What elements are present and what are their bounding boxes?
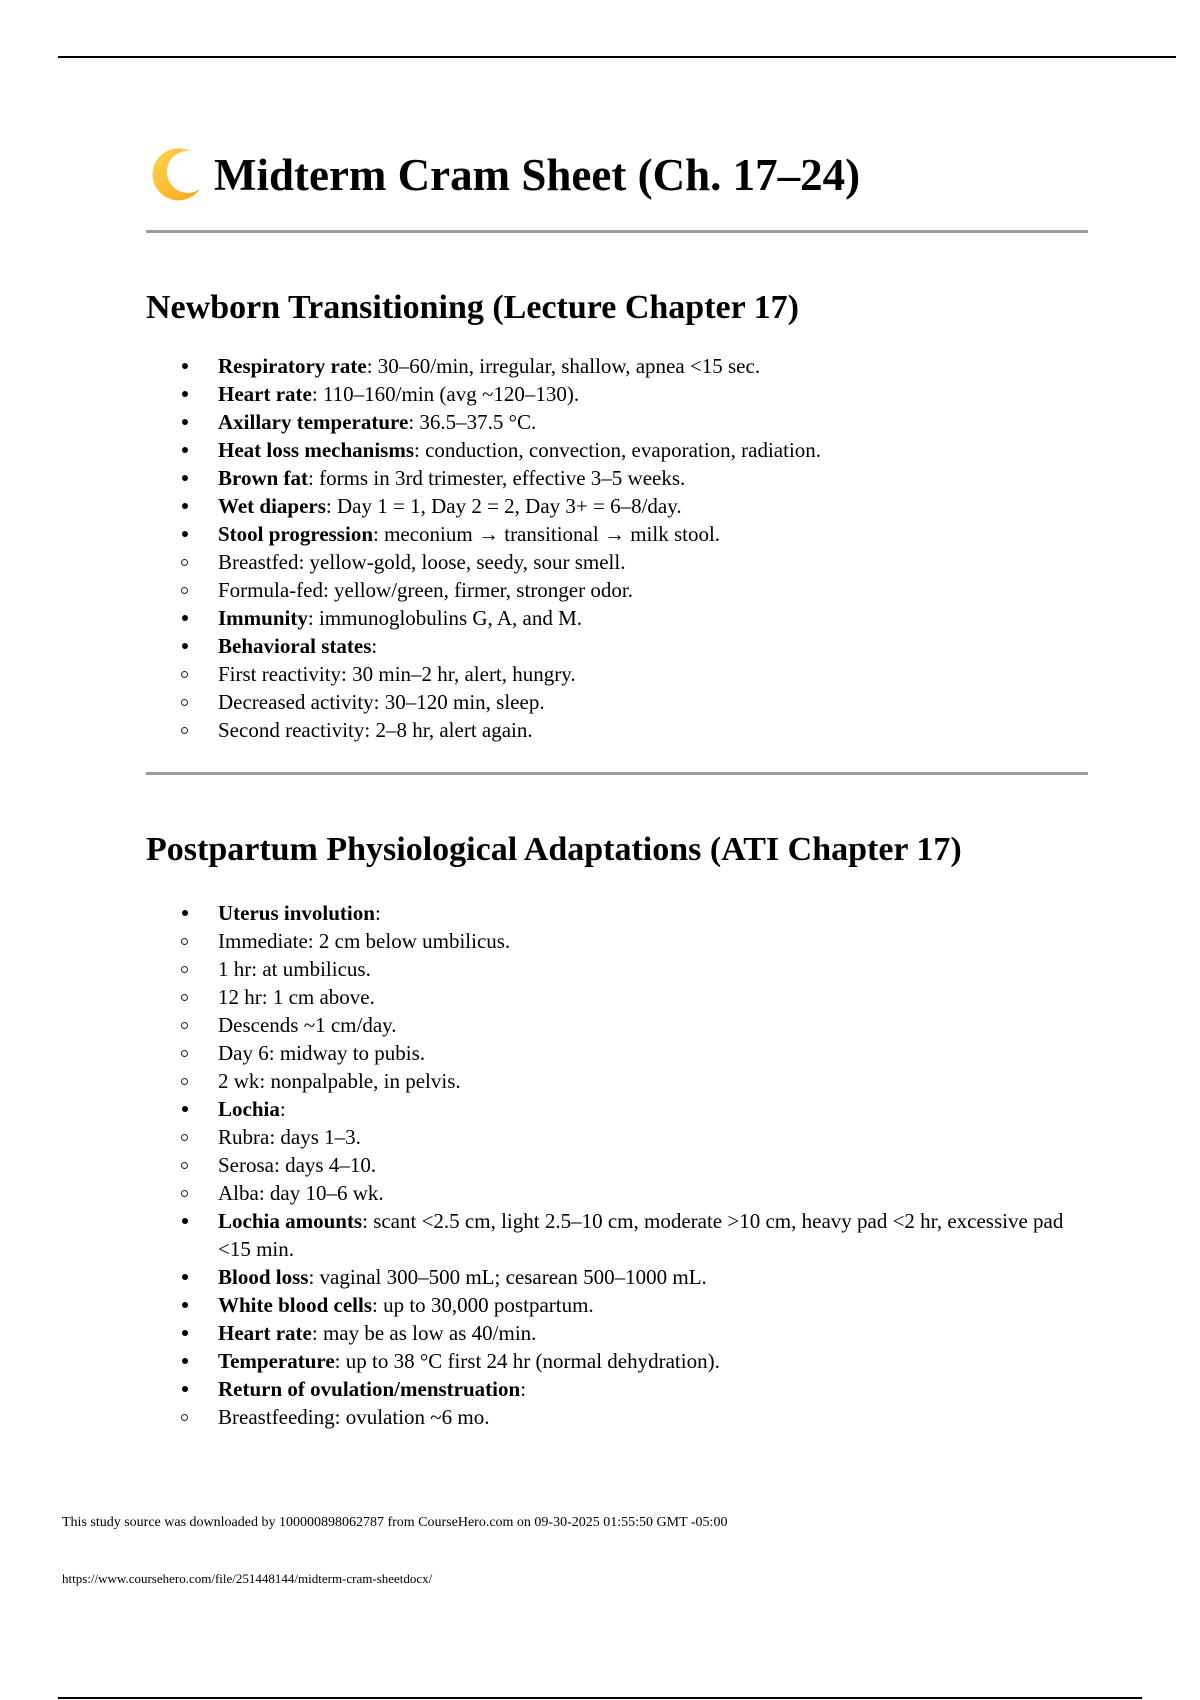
list-item [146, 632, 1088, 660]
item-term: Respiratory rate [218, 354, 367, 379]
item-text: : immunoglobulins G, A, and M. [307, 606, 583, 631]
divider [146, 230, 1088, 233]
item-term: Wet diapers [218, 494, 326, 519]
bullet-icon [182, 475, 188, 481]
sub-list-item [146, 576, 1088, 604]
circle-bullet-icon [181, 938, 188, 945]
list-item [146, 1207, 1088, 1263]
sub-list-item [146, 1011, 1088, 1039]
circle-bullet-icon [181, 699, 188, 706]
sub-item-text: Decreased activity: 30–120 min, sleep. [218, 690, 545, 715]
sub-list-item [146, 1151, 1088, 1179]
section-heading: Newborn Transitioning (Lecture Chapter 17) [146, 289, 799, 326]
circle-bullet-icon [181, 1414, 188, 1421]
item-text: : meconium → transitional → milk stool. [373, 522, 721, 547]
bullet-icon [182, 615, 188, 621]
bullet-icon [182, 910, 188, 916]
circle-bullet-icon [181, 587, 188, 594]
bullet-icon [182, 531, 188, 537]
sub-item-text: 2 wk: nonpalpable, in pelvis. [218, 1068, 461, 1093]
section-heading: Postpartum Physiological Adaptations (ATI Chapter 17) [146, 831, 962, 869]
list-item [146, 352, 1088, 380]
item-text: : up to 38 °C first 24 hr (normal dehydration). [334, 1348, 720, 1373]
item-text: : conduction, convection, evaporation, radiation. [414, 438, 822, 463]
bullet-icon [182, 1302, 188, 1308]
section-list [146, 899, 1088, 1431]
list-item [146, 380, 1088, 408]
circle-bullet-icon [181, 1162, 188, 1169]
document-body [146, 140, 1088, 1431]
sub-list-item [146, 1067, 1088, 1095]
sub-item-text: Day 6: midway to pubis. [218, 1040, 426, 1065]
bullet-icon [182, 643, 188, 649]
sub-list-item [146, 1403, 1088, 1431]
item-term: Uterus involution [218, 900, 375, 925]
sub-list-item [146, 688, 1088, 716]
circle-bullet-icon [181, 1078, 188, 1085]
sub-item-text: First reactivity: 30 min–2 hr, alert, hungry. [218, 662, 576, 687]
sub-list [146, 548, 1088, 604]
list-item [146, 1095, 1088, 1123]
sub-item-text: 12 hr: 1 cm above. [218, 984, 375, 1009]
section-list [146, 352, 1088, 744]
list-item [146, 1347, 1088, 1375]
sub-list [146, 1123, 1088, 1207]
item-text: : [371, 634, 378, 659]
sub-list-item [146, 1123, 1088, 1151]
item-text: : 30–60/min, irregular, shallow, apnea <15 sec. [366, 354, 761, 379]
sub-list-item [146, 1179, 1088, 1207]
item-term: Behavioral states [218, 634, 372, 659]
bullet-icon [182, 447, 188, 453]
sub-item-text: Serosa: days 4–10. [218, 1152, 377, 1177]
circle-bullet-icon [181, 966, 188, 973]
sub-item-text: Descends ~1 cm/day. [218, 1012, 397, 1037]
list-item [146, 1263, 1088, 1291]
bullet-icon [182, 419, 188, 425]
circle-bullet-icon [181, 1022, 188, 1029]
item-text: : may be as low as 40/min. [311, 1320, 537, 1345]
list-item [146, 464, 1088, 492]
item-text: : [374, 900, 381, 925]
circle-bullet-icon [181, 1050, 188, 1057]
list-item [146, 899, 1088, 927]
sub-list [146, 1403, 1088, 1431]
list-item [146, 436, 1088, 464]
sub-list [146, 927, 1088, 1095]
sub-item-text: 1 hr: at umbilicus. [218, 956, 371, 981]
circle-bullet-icon [181, 1134, 188, 1141]
bullet-icon [182, 391, 188, 397]
item-term: Lochia [218, 1096, 280, 1121]
sub-list-item [146, 660, 1088, 688]
bullet-icon [182, 1386, 188, 1392]
sub-list-item [146, 1039, 1088, 1067]
list-item [146, 520, 1088, 548]
source-url-link[interactable]: https://www.coursehero.com/file/251448144/midterm-cram-sheetdocx/ [62, 1571, 433, 1586]
sub-list-item [146, 716, 1088, 744]
bottom-rule [58, 1697, 1142, 1699]
list-item [146, 492, 1088, 520]
bullet-icon [182, 503, 188, 509]
sub-item-text: Breastfeeding: ovulation ~6 mo. [218, 1404, 490, 1429]
circle-bullet-icon [181, 1190, 188, 1197]
circle-bullet-icon [181, 559, 188, 566]
sub-list-item [146, 983, 1088, 1011]
bullet-icon [182, 363, 188, 369]
item-text: : forms in 3rd trimester, effective 3–5 weeks. [308, 466, 686, 491]
sub-item-text: Second reactivity: 2–8 hr, alert again. [218, 718, 533, 743]
sub-item-text: Breastfed: yellow-gold, loose, seedy, sour smell. [218, 550, 626, 575]
list-item [146, 1375, 1088, 1403]
item-term: Stool progression [218, 522, 373, 547]
item-term: Blood loss [218, 1264, 309, 1289]
circle-bullet-icon [181, 994, 188, 1001]
item-term: Heart rate [218, 1320, 312, 1345]
section-postpartum [146, 831, 1088, 1430]
page-title: Midterm Cram Sheet (Ch. 17–24) [214, 149, 861, 200]
item-text: : 110–160/min (avg ~120–130). [311, 382, 580, 407]
sub-item-text: Immediate: 2 cm below umbilicus. [218, 928, 511, 953]
item-term: Immunity [218, 606, 308, 631]
sub-list-item [146, 548, 1088, 576]
list-item [146, 1319, 1088, 1347]
list-item [146, 1291, 1088, 1319]
top-rule [58, 56, 1176, 58]
item-term: Lochia amounts [218, 1208, 363, 1233]
item-term: White blood cells [218, 1292, 373, 1317]
item-term: Return of ovulation/menstruation [218, 1376, 521, 1401]
item-term: Brown fat [218, 466, 309, 491]
item-term: Temperature [218, 1348, 335, 1373]
divider [146, 772, 1088, 775]
download-notice: This study source was downloaded by 100000898062787 from CourseHero.com on 09-30-2025 01:55:50 GMT -05:00 [62, 1515, 728, 1530]
item-text: : [520, 1376, 527, 1401]
item-text: : 36.5–37.5 °C. [408, 410, 537, 435]
crescent-moon-icon [146, 145, 206, 205]
circle-bullet-icon [181, 727, 188, 734]
circle-bullet-icon [181, 671, 188, 678]
sub-list-item [146, 927, 1088, 955]
item-text: : vaginal 300–500 mL; cesarean 500–1000 mL. [308, 1264, 707, 1289]
sub-list [146, 660, 1088, 744]
bullet-icon [182, 1274, 188, 1280]
sub-list-item [146, 955, 1088, 983]
title-row [146, 140, 1088, 210]
item-text: : Day 1 = 1, Day 2 = 2, Day 3+ = 6–8/day. [325, 494, 682, 519]
item-text: : up to 30,000 postpartum. [372, 1292, 594, 1317]
item-text: : [279, 1096, 286, 1121]
sub-item-text: Alba: day 10–6 wk. [218, 1180, 384, 1205]
sub-item-text: Rubra: days 1–3. [218, 1124, 361, 1149]
item-term: Heart rate [218, 382, 312, 407]
bullet-icon [182, 1106, 188, 1112]
bullet-icon [182, 1358, 188, 1364]
bullet-icon [182, 1218, 188, 1224]
list-item [146, 408, 1088, 436]
item-term: Axillary temperature [218, 410, 409, 435]
list-item [146, 604, 1088, 632]
item-text: : scant <2.5 cm, light 2.5–10 cm, moderate >10 cm, heavy pad <2 hr, excessive pad <15 min. [218, 1208, 1064, 1261]
sub-item-text: Formula-fed: yellow/green, firmer, stronger odor. [218, 578, 633, 603]
item-term: Heat loss mechanisms [218, 438, 414, 463]
bullet-icon [182, 1330, 188, 1336]
section-newborn [146, 289, 1088, 744]
